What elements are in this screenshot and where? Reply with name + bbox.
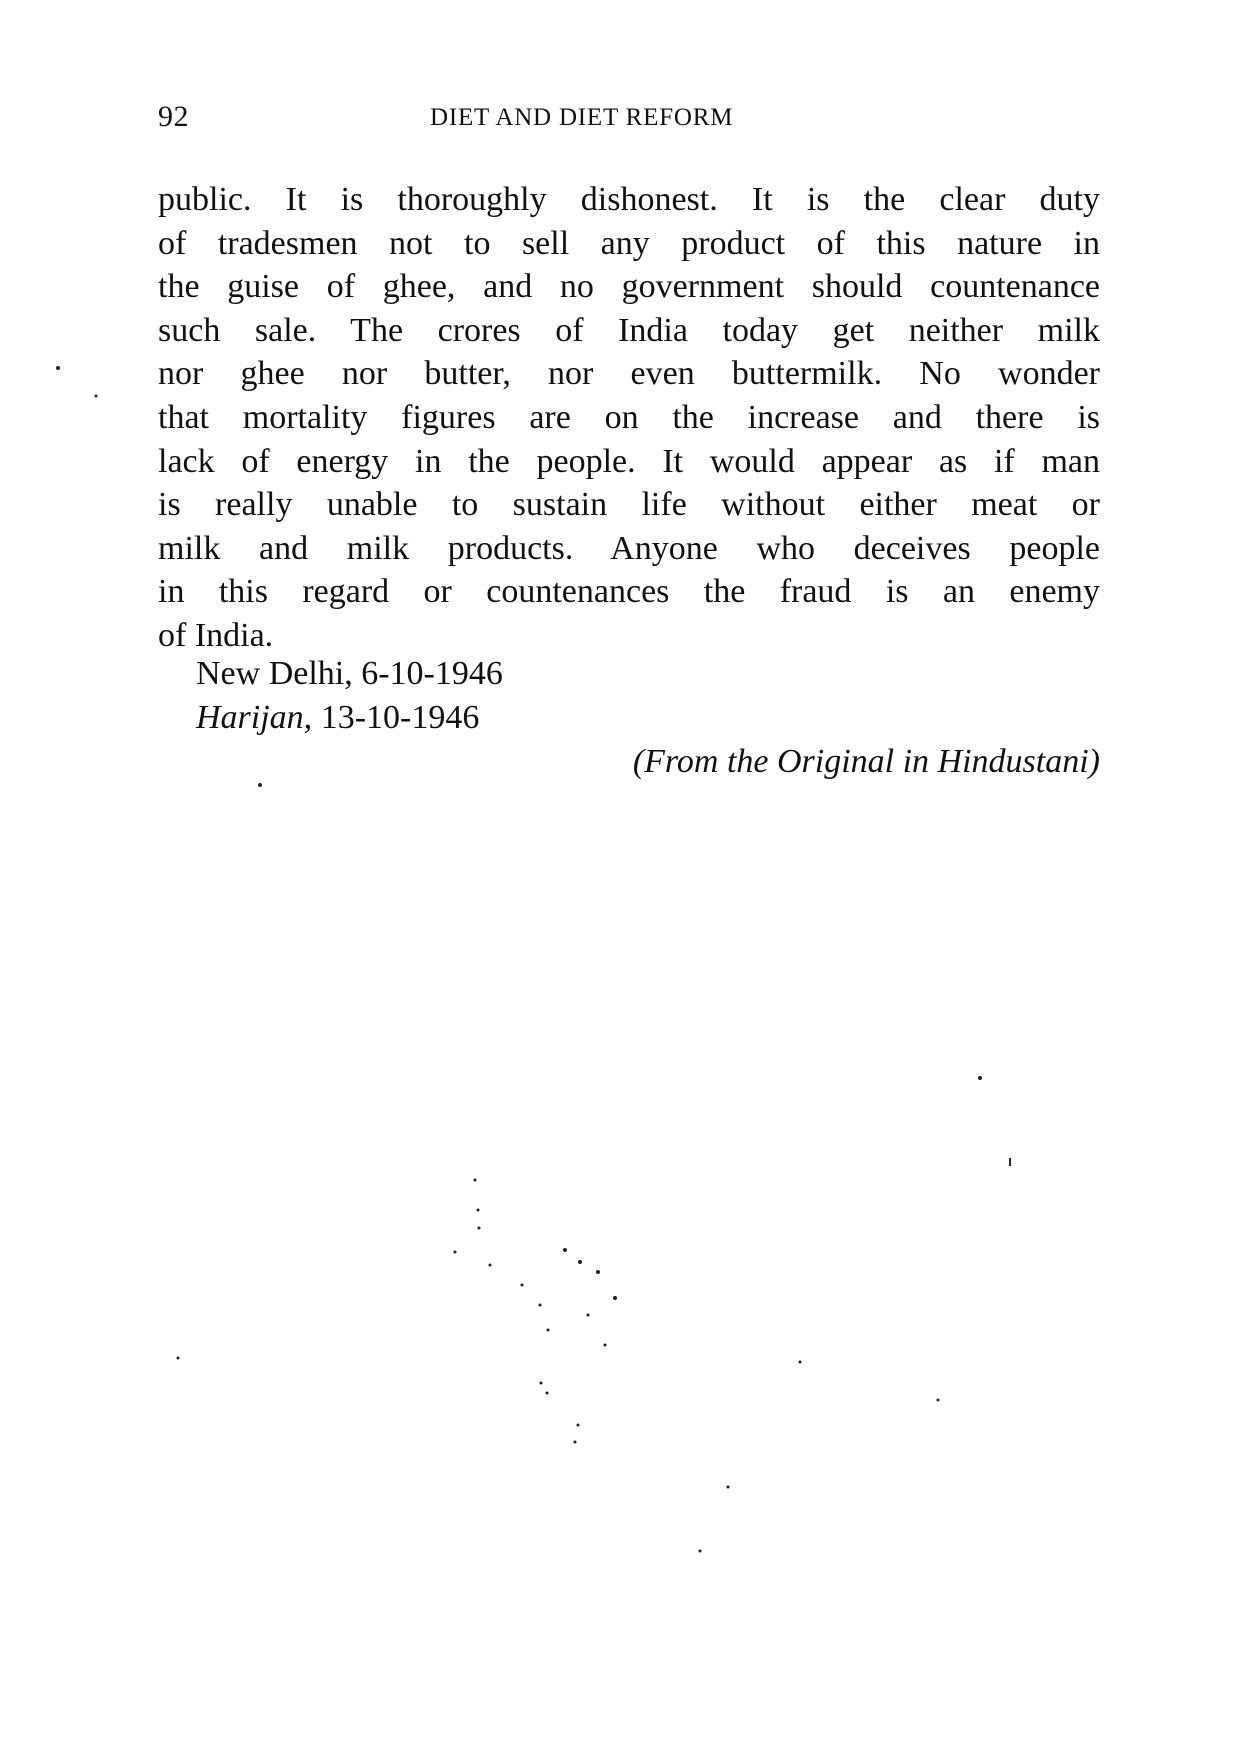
page-number: 92 (158, 100, 189, 133)
translation-note: (From the Original in Hindustani) (632, 743, 1100, 780)
text-line: milk and milk products. Anyone who deceives people (158, 529, 1100, 567)
publication-name: Harijan, (196, 699, 313, 736)
text-line: of India. (158, 616, 274, 654)
text-line: public. It is thoroughly dishonest. It is the clear duty (158, 181, 1100, 218)
dateline: New Delhi, 6-10-1946 (196, 655, 503, 692)
text-line: in this regard or countenances the fraud is an enemy (158, 573, 1100, 611)
text-line: lack of energy in the people. It would appear as if man (158, 442, 1100, 480)
text-line: nor ghee nor butter, nor even buttermilk. No wonder (158, 355, 1100, 393)
text-line: the guise of ghee, and no government should countenance (158, 268, 1100, 306)
text-line: is really unable to sustain life without either meat or (158, 486, 1100, 524)
text-line: that mortality figures are on the increase and there is (158, 398, 1100, 436)
publication-date: 13-10-1946 (320, 699, 480, 736)
page-header (158, 100, 1100, 140)
body-paragraph (158, 178, 1100, 658)
source-citation (196, 696, 479, 740)
running-title: DIET AND DIET REFORM (430, 104, 734, 131)
text-line: of tradesmen not to sell any product of this nature in (158, 224, 1100, 262)
text-line: such sale. The crores of India today get neither milk (158, 311, 1100, 349)
